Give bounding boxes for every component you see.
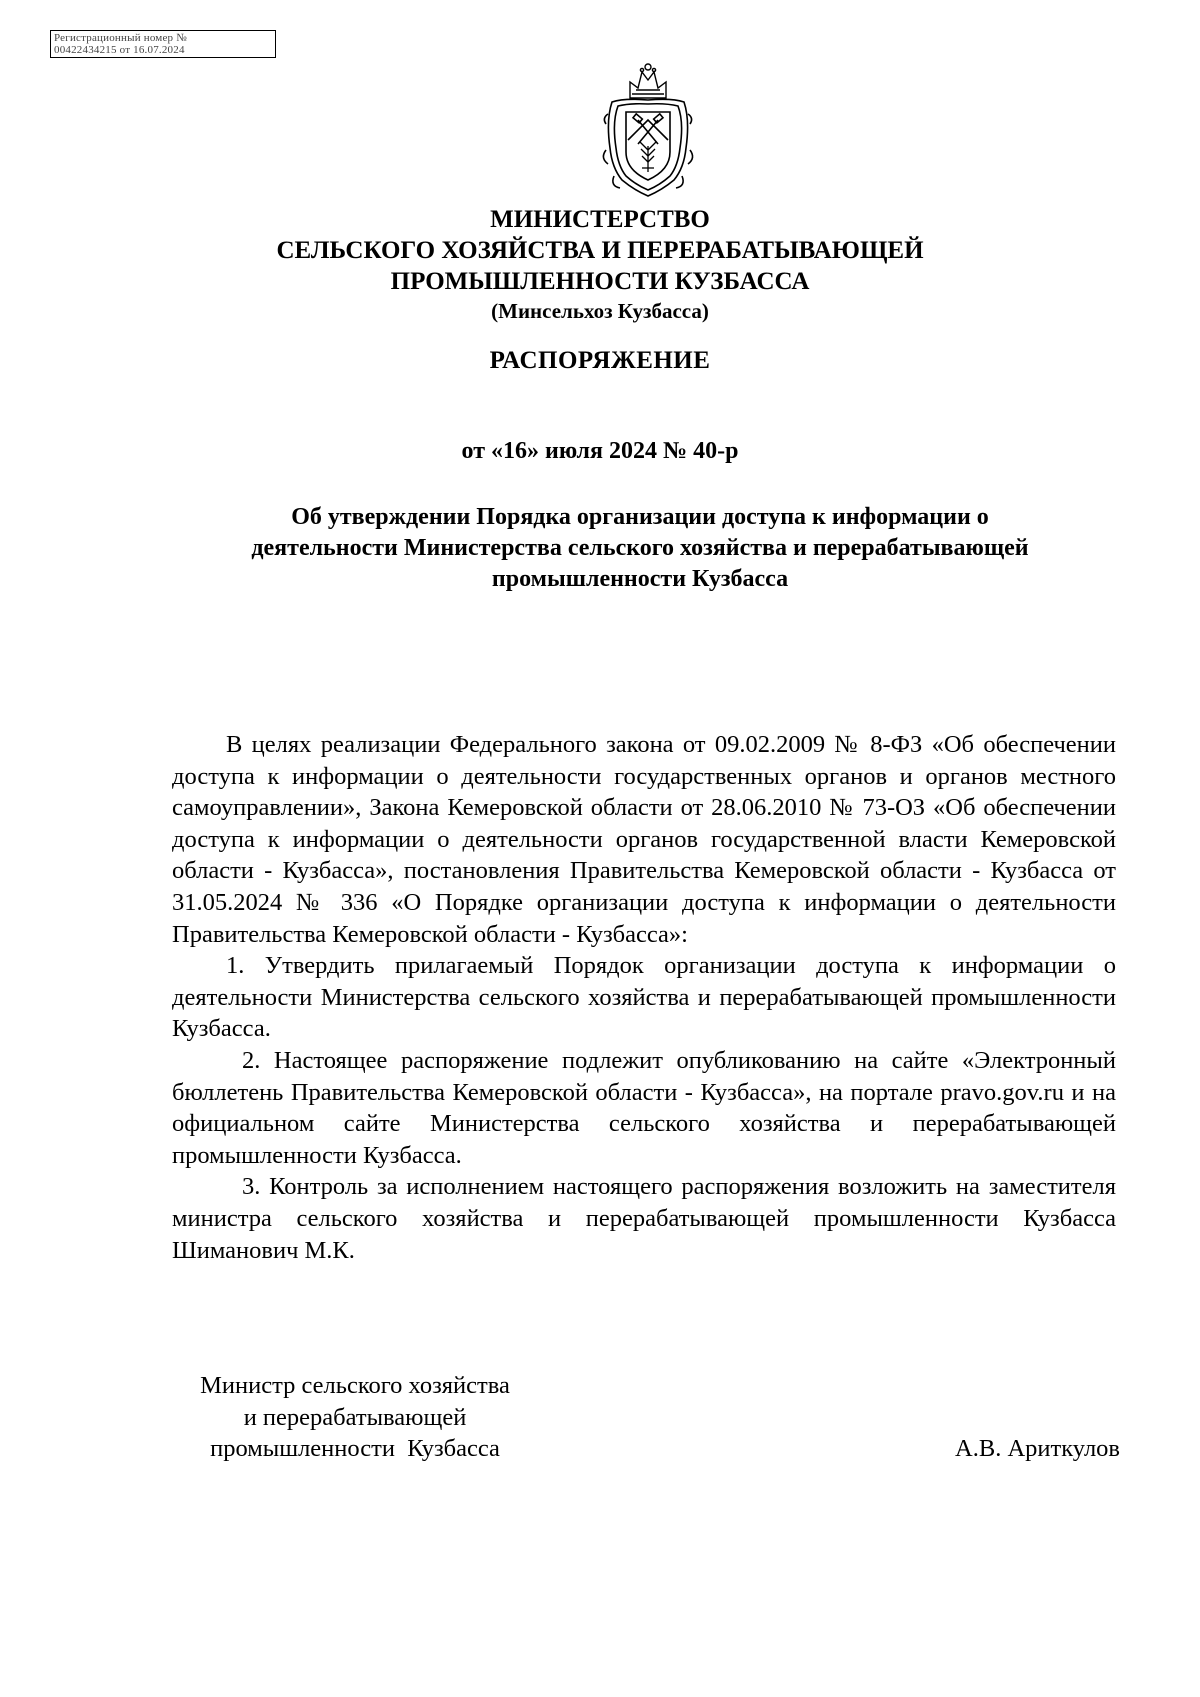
body-item-3: 3. Контроль за исполнением настоящего распоряжения возложить на заместителя министра сельского хозяйства и перерабатывающей промышленности Кузбасса Шиманович М.К.: [172, 1173, 1116, 1264]
subject-line-3: промышленности Кузбасса: [491, 566, 789, 592]
body-item-1: 1. Утвердить прилагаемый Порядок организации доступа к информации о деятельности Министерства сельского хозяйства и перерабатывающей промышленности Кузбасса.: [172, 952, 1116, 1043]
document-subject: [170, 502, 1110, 595]
signatory-title-line-1: Министр сельского хозяйства: [200, 1372, 510, 1399]
subject-line-1: Об утверждении Порядка организации доступа к информации о: [291, 504, 989, 530]
document-date-number: от «16» июля 2024 № 40-р: [461, 438, 739, 464]
registration-line-1: Регистрационный номер №: [54, 32, 187, 44]
signatory-title-line-2: и перерабатывающей: [243, 1403, 467, 1431]
ministry-title-line-2: СЕЛЬСКОГО ХОЗЯЙСТВА И ПЕРЕРАБАТЫВАЮЩЕЙ: [276, 237, 924, 264]
subject-line-2: деятельности Министерства сельского хозяйства и перерабатывающей: [251, 535, 1029, 561]
document-body: [172, 729, 1116, 1266]
registration-stamp: [50, 30, 276, 58]
body-item-2: 2. Настоящее распоряжение подлежит опубликованию на сайте «Электронный бюллетень Правительства Кемеровской области - Кузбасса», на портале pravo.gov.ru и на официальном сайте Министерства сельского хозяйства и перерабатывающей промышленности Кузбасса.: [172, 1046, 1116, 1169]
signatory-title: [165, 1370, 545, 1465]
ministry-short-name: (Минсельхоз Кузбасса): [491, 299, 709, 323]
ministry-title-line-1: МИНИСТЕРСТВО: [490, 206, 710, 233]
coat-of-arms-icon: [600, 58, 696, 200]
signatory-name: А.В. Ариткулов: [955, 1435, 1120, 1462]
registration-line-2: 00422434215 от 16.07.2024: [54, 44, 185, 56]
ministry-title-line-3: ПРОМЫШЛЕННОСТИ КУЗБАССА: [390, 268, 810, 295]
document-type: РАСПОРЯЖЕНИЕ: [489, 347, 711, 374]
body-preamble: В целях реализации Федерального закона от 09.02.2009 № 8-ФЗ «Об обеспечении доступа к информации о деятельности государственных органов и органов местного самоуправлении», Закона Кемеровской области от 28.06.2010 № 73-ОЗ «Об обеспечении доступа к информации о деятельности органов государственной власти Кемеровской области - Кузбасса», постановления Правительства Кемеровской области - Кузбасса от 31.05.2024 № 336 «О Порядке организации доступа к информации о деятельности Правительства Кемеровской области - Кузбасса»:: [172, 731, 1116, 948]
signatory-title-line-3: промышленности Кузбасса: [210, 1435, 500, 1462]
